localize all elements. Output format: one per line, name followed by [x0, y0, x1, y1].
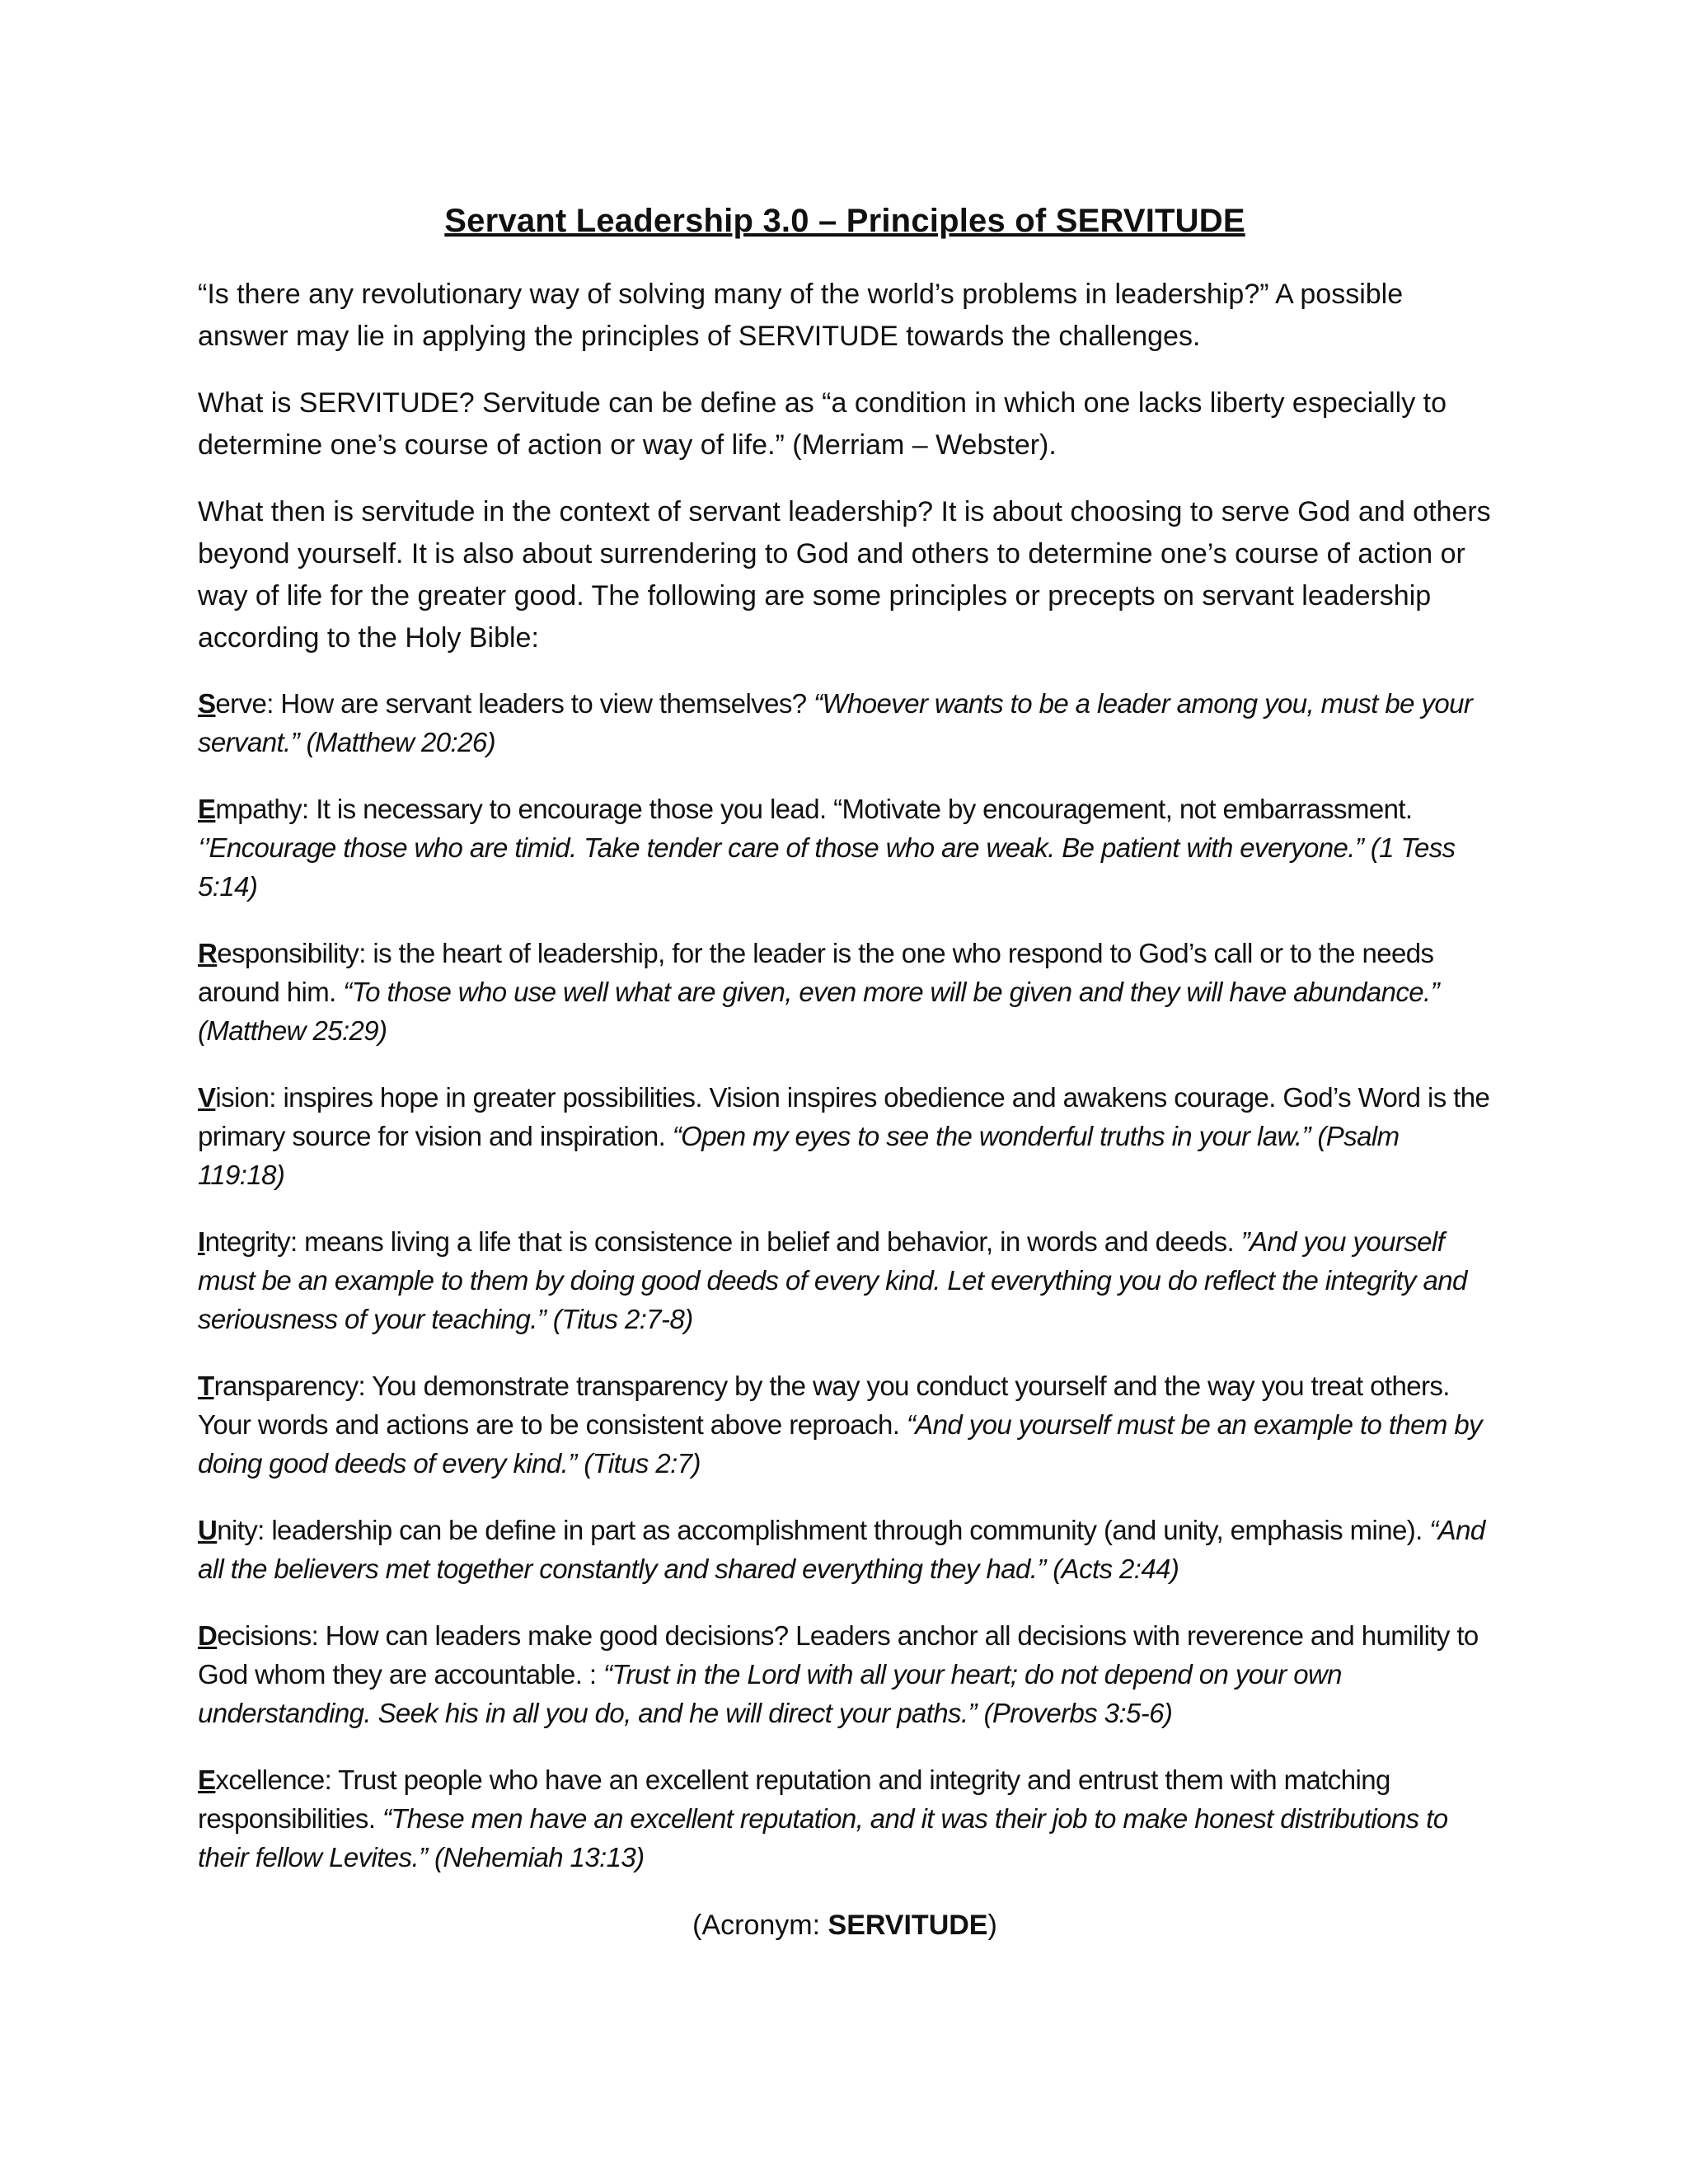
principle-body: How can leaders make good decisions? Leaders anchor all decisions with reverence and humility to God whom they are accountable. :	[198, 1620, 1479, 1690]
principle-letter: D	[198, 1620, 218, 1651]
principles-list	[198, 684, 1492, 1877]
acronym-word: SERVITUDE	[828, 1910, 988, 1941]
definition-paragraph: What is SERVITUDE? Servitude can be define as “a condition in which one lacks liberty especially to determine one’s course of action or way of life.” (Merriam – Webster).	[198, 387, 1447, 461]
principle-body: is the heart of leadership, for the leader is the one who respond to God’s call or to the needs around him.	[198, 938, 1434, 1007]
intro-section	[198, 274, 1492, 659]
principle-name: mpathy:	[215, 794, 316, 824]
principle-unity	[198, 1511, 1492, 1588]
principle-name: ransparency:	[213, 1371, 373, 1401]
principle-body: inspires hope in greater possibilities. Vision inspires obedience and awakens courage. God’s Word is the primary source for vision and inspiration.	[198, 1082, 1490, 1151]
acronym-suffix: )	[987, 1910, 997, 1941]
principle-body: means living a life that is consistence in belief and behavior, in words and deeds.	[304, 1226, 1241, 1257]
intro-question-paragraph: “Is there any revolutionary way of solving many of the world’s problems in leadership?” A possible answer may lie in applying the principles of SERVITUDE towards the challenges.	[198, 279, 1404, 352]
acronym-prefix: (Acronym:	[692, 1910, 828, 1941]
principle-body: It is necessary to encourage those you lead. “Motivate by encouragement, not embarrassment.	[316, 794, 1413, 824]
document-page	[198, 198, 1492, 1946]
principle-body: You demonstrate transparency by the way you conduct yourself and the way you treat others. Your words and actions are to be consistent above reproach.	[198, 1371, 1450, 1440]
principle-verse: “These men have an excellent reputation, and it was their job to make honest distributions to their fellow Levites.” (Nehemiah 13:13)	[198, 1803, 1448, 1872]
principle-name: xcellence:	[215, 1765, 339, 1795]
principle-name: ntegrity:	[204, 1226, 305, 1257]
principle-body: How are servant leaders to view themselves?	[280, 688, 814, 719]
principle-letter: R	[198, 938, 218, 968]
principle-letter: E	[198, 1765, 216, 1795]
principle-name: ecisions:	[217, 1620, 326, 1651]
principle-serve	[198, 684, 1492, 762]
principle-name: esponsibility:	[217, 938, 373, 968]
principle-verse: “Trust in the Lord with all your heart; do not depend on your own understanding. Seek his in all you do, and he will direct your paths.” (Proverbs 3:5-6)	[198, 1659, 1342, 1728]
principle-verse: “Whoever wants to be a leader among you, must be your servant.” (Matthew 20:26)	[198, 688, 1473, 757]
principle-verse: ‘’Encourage those who are timid. Take tender care of those who are weak. Be patient with everyone.” (1 Tess 5:14)	[198, 832, 1456, 902]
principle-letter: E	[198, 794, 216, 824]
principle-integrity	[198, 1222, 1492, 1338]
principle-verse: “Open my eyes to see the wonderful truths in your law.” (Psalm 119:18)	[198, 1121, 1400, 1190]
principle-body: leadership can be define in part as accomplishment through community (and unity, emphasis mine).	[271, 1515, 1430, 1545]
principle-verse: “And you yourself must be an example to them by doing good deeds of every kind.” (Titus 2:7)	[198, 1409, 1483, 1479]
principle-name: nity:	[217, 1515, 272, 1545]
principle-letter: V	[198, 1082, 216, 1113]
principle-name: erve:	[215, 688, 281, 719]
principle-verse: “To those who use well what are given, even more will be given and they will have abundance.” (Matthew 25:29)	[198, 977, 1440, 1046]
principle-responsibility	[198, 934, 1492, 1050]
principle-verse: “And all the believers met together constantly and shared everything they had.” (Acts 2:44)	[198, 1515, 1485, 1584]
acronym-footer	[198, 1905, 1492, 1946]
principle-verse: ”And you yourself must be an example to them by doing good deeds of every kind. Let everything you do reflect the integrity and seriousness of your teaching.” (Titus 2:7-8)	[198, 1226, 1467, 1334]
principle-letter: I	[198, 1226, 205, 1257]
principle-empathy	[198, 790, 1492, 906]
principle-letter: S	[198, 688, 216, 719]
principle-letter: U	[198, 1515, 218, 1545]
principle-body: Trust people who have an excellent reputation and integrity and entrust them with matching responsibilities.	[198, 1765, 1390, 1834]
principle-excellence	[198, 1760, 1492, 1877]
principle-vision	[198, 1078, 1492, 1194]
principle-decisions	[198, 1616, 1492, 1732]
principle-name: ision:	[215, 1082, 284, 1113]
principle-transparency	[198, 1366, 1492, 1483]
principle-letter: T	[198, 1371, 214, 1401]
page-title: Servant Leadership 3.0 – Principles of SERVITUDE	[444, 203, 1245, 239]
context-paragraph: What then is servitude in the context of servant leadership? It is about choosing to serve God and others beyond yourself. It is also about surrendering to God and others to determine one’s course of action or way of life for the greater good. The following are some principles or precepts on servant leadership according to the Holy Bible:	[198, 496, 1491, 654]
